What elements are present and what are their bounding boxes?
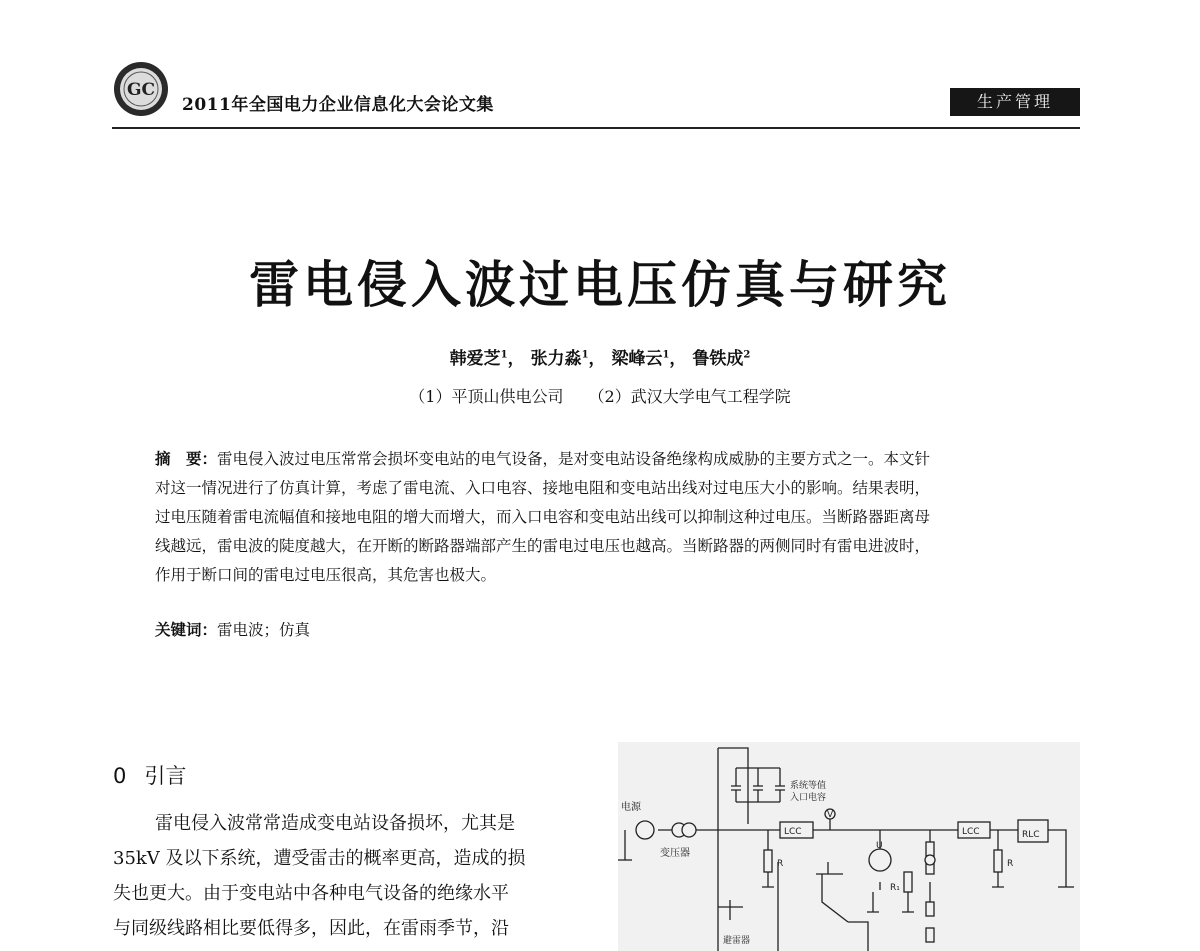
resistor-icon (904, 872, 912, 892)
ground-icon (867, 892, 879, 912)
abstract-line: 作用于断口间的雷电过电压很高，其危害也极大。 (155, 566, 497, 584)
wire (848, 922, 868, 951)
author-mark: 1 (662, 349, 670, 361)
voltage-probe-icon (925, 855, 935, 865)
section-badge: 生产管理 (950, 88, 1080, 116)
capacitance-label: 入口电容 (790, 793, 827, 803)
wire (1048, 830, 1066, 887)
abstract-label: 摘 要： (155, 449, 218, 468)
source-icon (636, 821, 654, 839)
paragraph-line: 与同级线路相比要低得多，因此，在雷雨季节，沿 (113, 918, 509, 939)
resistor-label: R (1007, 859, 1014, 869)
section-title: 引言 (144, 764, 187, 788)
probe-label: V (827, 810, 834, 820)
arrester-icon (718, 900, 743, 920)
author-name: 梁峰云 (611, 349, 663, 369)
abstract-text: 雷电侵入波过电压常常会损坏变电站的电气设备，是对变电站设备绝缘构成威胁的主要方式之一。本文针 (217, 450, 931, 468)
resistor-icon (994, 850, 1002, 872)
ground-icon (902, 892, 914, 912)
author-name: 韩爱芝 (449, 349, 501, 369)
resistor-icon (764, 850, 772, 872)
abstract-line (155, 444, 1080, 474)
keywords-label: 关键词： (155, 620, 218, 639)
capacitance-label: 系统等值 (790, 781, 827, 791)
wire (736, 790, 780, 802)
logo-letters: GC (126, 80, 156, 100)
author-mark: 1 (581, 349, 589, 361)
paragraph-line: 失也更大。由于变电站中各种电气设备的绝缘水平 (113, 883, 509, 904)
author-name: 鲁铁成 (692, 349, 744, 369)
affiliation: （1）平顶山供电公司 (409, 387, 564, 406)
keywords (155, 618, 310, 640)
header-rule (112, 127, 1080, 129)
breaker-icon (816, 862, 848, 922)
transformer-label: 变压器 (660, 848, 690, 859)
abstract-line: 过电压随着雷电流幅值和接地电阻的增大而增大，而入口电容和变电站出线可以抑制这种过电压。当断路器距离母 (155, 508, 931, 526)
circuit-diagram-svg (618, 742, 1080, 951)
paragraph-line: 雷电侵入波常常造成变电站设备损坏，尤其是 (155, 813, 515, 834)
author-separator: ， (669, 349, 687, 369)
paper-title: 雷电侵入波过电压仿真与研究 (249, 255, 951, 314)
arrester-label: 避雷器 (723, 936, 751, 946)
resistor-label: R₁ (890, 883, 900, 893)
capacitor-icon (731, 786, 785, 790)
conference-logo (112, 60, 170, 118)
section-number: 0 (113, 764, 127, 788)
journal-title: 2011年全国电力企业信息化大会论文集 (182, 95, 494, 115)
resistor-label: R (777, 859, 784, 869)
meter-icon (869, 849, 891, 871)
keywords-value: 雷电波；仿真 (217, 621, 311, 639)
abstract-line: 线越远，雷电波的陡度越大，在开断的断路器端部产生的雷电过电压也越高。当断路器的两侧同时有雷电进波时， (155, 537, 931, 555)
author-name: 张力淼 (530, 349, 582, 369)
lcc-label: LCC (784, 827, 802, 837)
author-separator: ， (588, 349, 606, 369)
affiliation-list (0, 384, 1200, 407)
intro-paragraph (113, 806, 583, 946)
abstract (155, 444, 1080, 590)
abstract-line: 对这一情况进行了仿真计算，考虑了雷电流、入口电容、接地电阻和变电站出线对过电压大小的影响。结果表明， (155, 479, 931, 497)
source-label: 电源 (621, 802, 641, 813)
author-separator: ， (507, 349, 525, 369)
author-list (0, 344, 1200, 369)
author-mark: 1 (500, 349, 508, 361)
author-mark: 2 (743, 349, 751, 361)
wire (736, 768, 780, 786)
lcc-label: LCC (962, 827, 980, 837)
meter-label: U (876, 841, 883, 851)
circuit-diagram (618, 742, 1080, 951)
transformer-icon (682, 823, 696, 837)
paragraph-line: 35kV 及以下系统，遭受雷击的概率更高，造成的损 (113, 848, 526, 869)
resistor-icon (926, 902, 934, 916)
resistor-icon (926, 842, 934, 856)
resistor-icon (926, 928, 934, 942)
rlc-label: RLC (1022, 830, 1040, 840)
section-heading (113, 760, 186, 790)
affiliation: （2）武汉大学电气工程学院 (588, 387, 791, 406)
